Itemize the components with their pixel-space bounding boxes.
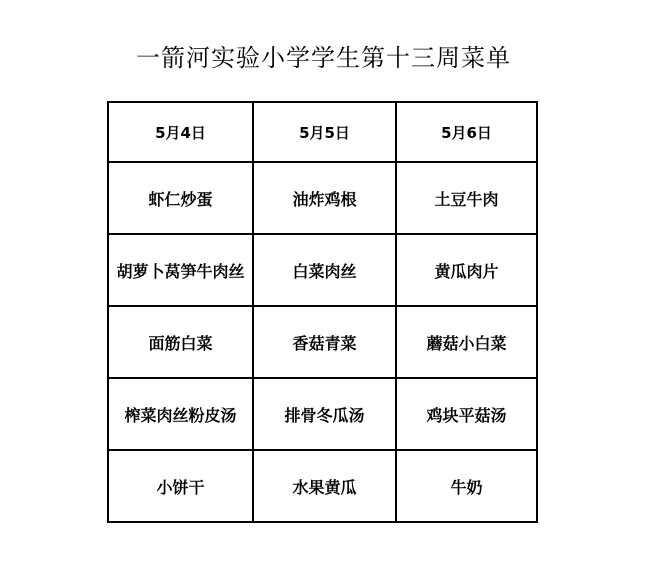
dish-cell: 虾仁炒蛋: [108, 162, 253, 234]
dish-cell: 胡萝卜莴笋牛肉丝: [108, 234, 253, 306]
dish-cell: 白菜肉丝: [253, 234, 396, 306]
table-row: [108, 162, 537, 234]
dish-cell: 水果黄瓜: [253, 450, 396, 522]
day-header-label: 5月4日: [155, 123, 206, 142]
table-row: [108, 234, 537, 306]
dish-cell: 香菇青菜: [253, 306, 396, 378]
day-header-label: 5月5日: [299, 123, 350, 142]
dish-cell: 黄瓜肉片: [396, 234, 537, 306]
table-row: [108, 378, 537, 450]
dish-cell: 榨菜肉丝粉皮汤: [108, 378, 253, 450]
dish-cell: 小饼干: [108, 450, 253, 522]
table-row: [108, 306, 537, 378]
day-header-cell: [108, 102, 253, 162]
dish-cell: 鸡块平菇汤: [396, 378, 537, 450]
dish-cell: 牛奶: [396, 450, 537, 522]
day-header-cell: [253, 102, 396, 162]
dish-cell: 蘑菇小白菜: [396, 306, 537, 378]
dish-cell: 排骨冬瓜汤: [253, 378, 396, 450]
table-row: [108, 450, 537, 522]
dish-cell: 面筋白菜: [108, 306, 253, 378]
dish-cell: 土豆牛肉: [396, 162, 537, 234]
day-header-label: 5月6日: [441, 123, 492, 142]
dish-cell: 油炸鸡根: [253, 162, 396, 234]
table-header-row: [108, 102, 537, 162]
menu-table: [107, 101, 538, 523]
day-header-cell: [396, 102, 537, 162]
page-title: 一箭河实验小学学生第十三周菜单: [136, 44, 511, 72]
